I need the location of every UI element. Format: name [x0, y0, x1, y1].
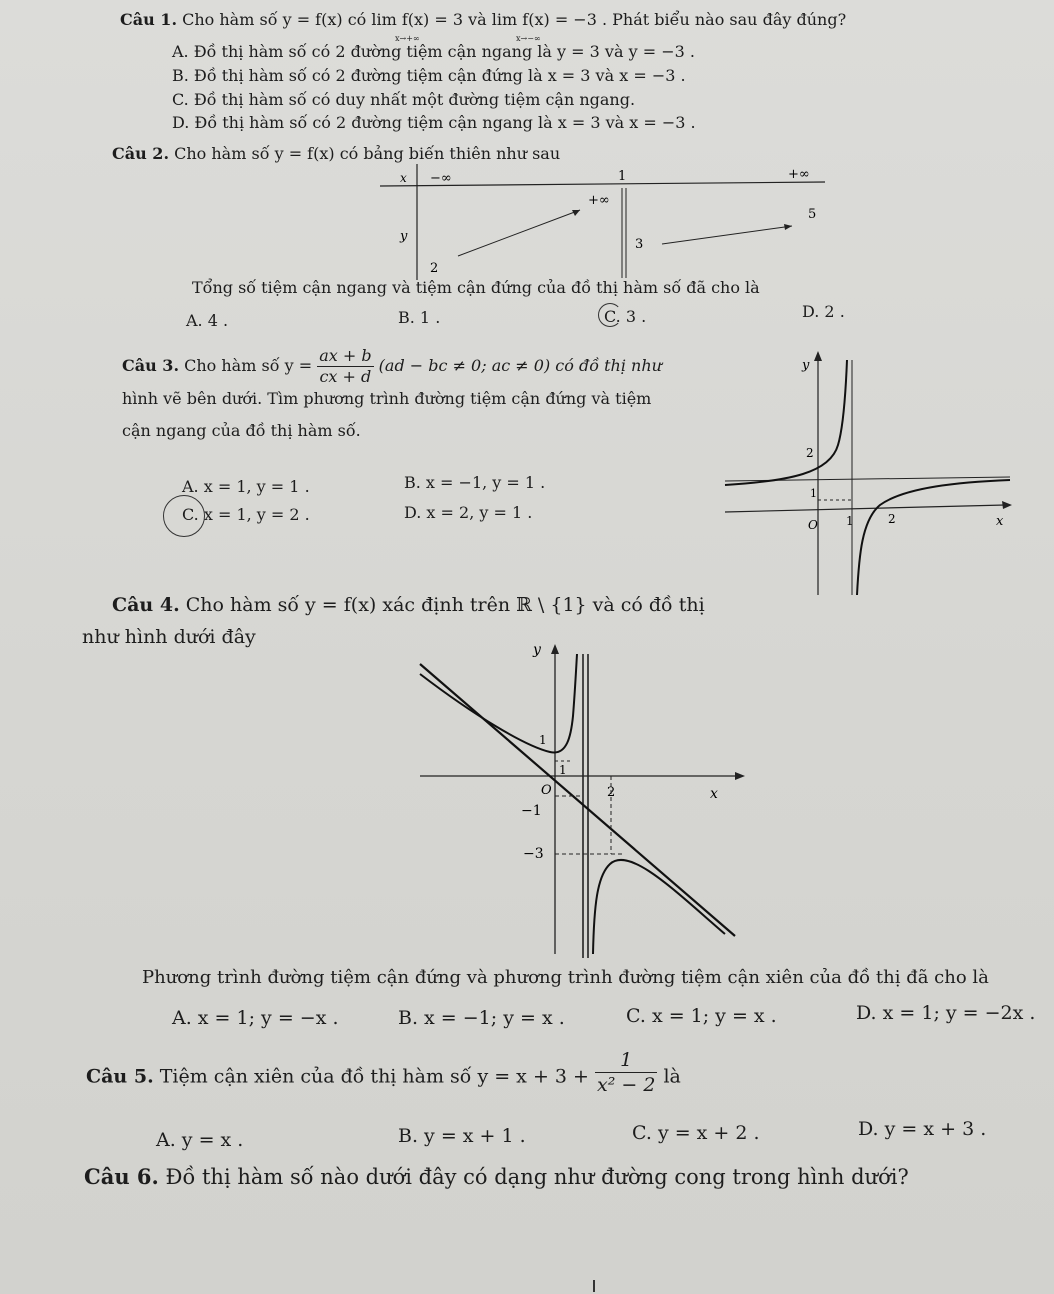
q4-question: Phương trình đường tiệm cận đứng và phương trình đường tiệm cận xiên của đồ thị đã cho là: [142, 967, 989, 988]
q4-stem: [112, 593, 705, 617]
q2-x-val-2: +∞: [788, 167, 810, 182]
q5-text-post: là: [663, 1065, 681, 1088]
q4-option-b: B. x = −1; y = x .: [398, 1007, 565, 1029]
q4-y-axis-label: y: [533, 642, 541, 658]
q2-variation-table: [380, 160, 840, 285]
q3-text-post: (ad − bc ≠ 0; ac ≠ 0) có đồ thị như: [378, 356, 662, 375]
q3-x-axis-label: x: [996, 514, 1004, 529]
q4-tick-y-1b: 1: [559, 763, 567, 777]
q2-y-val-3: 5: [808, 207, 817, 222]
q4-line2: như hình dưới đây: [82, 626, 256, 648]
q2-question: Tổng số tiệm cận ngang và tiệm cận đứng của đồ thị hàm số đã cho là: [192, 278, 760, 297]
q3-option-a: A. x = 1, y = 1 .: [182, 477, 310, 496]
q4-option-d: D. x = 1; y = −2x .: [856, 1002, 1036, 1024]
q4-option-a: A. x = 1; y = −x .: [172, 1007, 339, 1029]
q4-tick-y-neg3: −3: [523, 846, 544, 862]
q1-lim-sub2: x→−∞: [516, 34, 541, 43]
q4-oblique-asymptote: [420, 664, 735, 936]
q3-option-d: D. x = 2, y = 1 .: [404, 503, 533, 522]
q1-option-c: C. Đồ thị hàm số có duy nhất một đường tiệm cận ngang.: [172, 90, 636, 109]
q4-curve-right: [593, 860, 725, 954]
q4-option-c: C. x = 1; y = x .: [626, 1005, 777, 1027]
q3-stem: [122, 346, 662, 387]
q4-tick-x-2: 2: [607, 785, 616, 800]
q5-option-d: D. y = x + 3 .: [858, 1118, 987, 1140]
q4-graph: [415, 636, 750, 961]
q1-label: Câu 1.: [120, 10, 178, 29]
q5-fraction: [595, 1048, 657, 1097]
q3-fraction: [317, 346, 373, 387]
q3-option-c: C. x = 1, y = 2 .: [182, 505, 310, 524]
q5-frac-den: x² − 2: [597, 1074, 656, 1096]
q3-answer-circle: [163, 495, 205, 537]
q3-tick-y-2: 2: [806, 446, 814, 460]
q2-y-val-2: 3: [635, 237, 644, 252]
q2-x-label: x: [400, 171, 407, 185]
q1-text: Cho hàm số y = f(x) có lim f(x) = 3 và lim f(x) = −3 . Phát biểu nào sau đây đúng?: [182, 10, 847, 29]
q3-curve-right: [857, 480, 1010, 595]
q4-origin-label: O: [541, 783, 552, 798]
q4-label: Câu 4.: [112, 594, 180, 616]
q3-option-b: B. x = −1, y = 1 .: [404, 473, 546, 492]
q4-curve-left: [420, 654, 577, 753]
q2-y-val-0: 2: [430, 261, 439, 276]
q3-frac-num: ax + b: [319, 346, 372, 365]
q1-lim-sub1: x→+∞: [395, 34, 420, 43]
q6-text: Đồ thị hàm số nào dưới đây có dạng như đường cong trong hình dưới?: [165, 1165, 909, 1189]
q3-text-pre: Cho hàm số y =: [184, 356, 313, 375]
q5-option-a: A. y = x .: [156, 1129, 244, 1151]
q2-y-label: y: [400, 229, 408, 244]
q1-option-b: B. Đồ thị hàm số có 2 đường tiệm cận đứng là x = 3 và x = −3 .: [172, 66, 686, 85]
q4-text: Cho hàm số y = f(x) xác định trên ℝ \ {1} và có đồ thị: [185, 594, 705, 616]
q1-stem: [120, 10, 846, 30]
q3-label: Câu 3.: [122, 356, 180, 375]
q5-frac-num: 1: [595, 1048, 657, 1073]
q2-option-c: C. 3 .: [604, 307, 647, 326]
q3-y-axis-label: y: [802, 358, 810, 373]
q2-option-a: A. 4 .: [186, 311, 229, 330]
q5-text-pre: Tiệm cận xiên của đồ thị hàm số y = x + 3 +: [159, 1065, 589, 1088]
q6-label: Câu 6.: [84, 1164, 159, 1189]
q2-x-val-0: −∞: [430, 171, 452, 186]
q4-tick-y-neg1: −1: [521, 803, 542, 819]
q2-option-d: D. 2 .: [802, 302, 845, 321]
q2-y-val-1: +∞: [588, 193, 610, 208]
q2-arrow-up-2: [662, 226, 792, 244]
bottom-mark: [593, 1280, 595, 1292]
q3-line2: hình vẽ bên dưới. Tìm phương trình đường tiệm cận đứng và tiệm: [122, 389, 652, 408]
q3-tick-x-1: 1: [846, 514, 854, 528]
q3-frac-den: cx + d: [319, 367, 372, 386]
q3-tick-y-1: 1: [810, 487, 817, 500]
q2-x-val-1: 1: [618, 169, 627, 184]
q3-curve-left: [725, 360, 847, 485]
q4-x-axis-label: x: [710, 786, 718, 802]
q5-option-c: C. y = x + 2 .: [632, 1122, 760, 1144]
q3-tick-x-2: 2: [888, 512, 896, 526]
q2-arrow-up-1: [458, 210, 580, 256]
q3-origin-label: O: [808, 518, 818, 532]
q6-stem: [84, 1164, 909, 1190]
q4-tick-y-1a: 1: [539, 733, 547, 747]
q2-option-b: B. 1 .: [398, 308, 441, 327]
q3-graph: [720, 345, 1020, 600]
q1-option-d: D. Đồ thị hàm số có 2 đường tiệm cận ngang là x = 3 và x = −3 .: [172, 113, 696, 132]
q5-option-b: B. y = x + 1 .: [398, 1125, 526, 1147]
q2-answer-circle: [598, 303, 622, 327]
q3-line3: cận ngang của đồ thị hàm số.: [122, 421, 361, 440]
q2-text: Cho hàm số y = f(x) có bảng biến thiên như sau: [174, 144, 561, 163]
q1-option-a: A. Đồ thị hàm số có 2 đường tiệm cận ngang là y = 3 và y = −3 .: [172, 42, 695, 61]
q5-stem: [86, 1049, 681, 1097]
q5-label: Câu 5.: [86, 1065, 154, 1088]
q2-label: Câu 2.: [112, 144, 170, 163]
